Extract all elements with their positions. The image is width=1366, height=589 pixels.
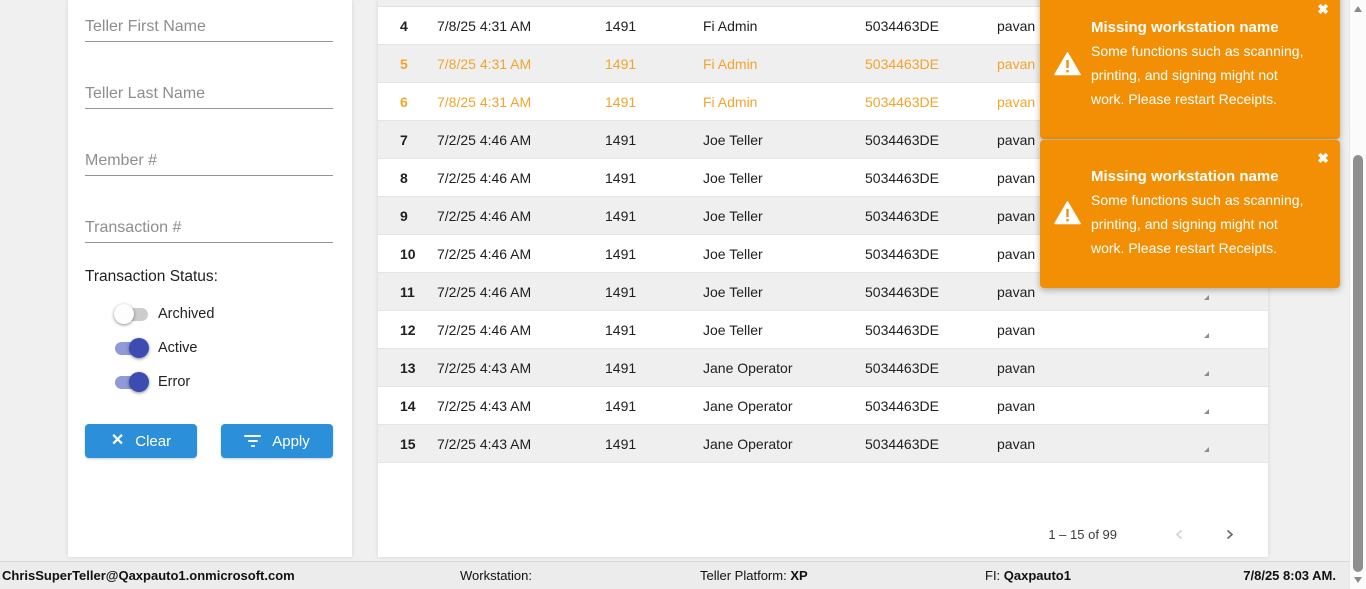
- table-row[interactable]: [378, 425, 1268, 463]
- cell-row-number: 14: [400, 397, 416, 414]
- cell-trace-id: 5034463DE: [865, 55, 939, 72]
- toast-title: Missing workstation name: [1091, 19, 1279, 36]
- teller-first-name-input[interactable]: [85, 12, 333, 42]
- warning-triangle-icon: [1053, 201, 1081, 225]
- cell-member: pavan: [997, 55, 1036, 72]
- clear-button-label: Clear: [135, 432, 172, 450]
- table-row[interactable]: [378, 311, 1268, 349]
- chevron-right-icon: [1224, 529, 1235, 540]
- cell-datetime: 7/2/25 4:46 AM: [437, 169, 532, 186]
- cell-teller-name: Fi Admin: [703, 55, 758, 72]
- toggle-label: Error: [158, 374, 191, 390]
- cell-teller-name: Joe Teller: [703, 321, 763, 338]
- cell-teller-name: Jane Operator: [703, 435, 793, 452]
- cell-row-number: 4: [400, 17, 408, 34]
- cell-teller-name: Joe Teller: [703, 283, 763, 300]
- cell-teller-id: 1491: [605, 55, 637, 72]
- close-icon[interactable]: ✖: [1317, 1, 1329, 17]
- toggle-label: Archived: [158, 306, 215, 322]
- cell-trace-id: 5034463DE: [865, 207, 939, 224]
- cell-trace-id: 5034463DE: [865, 435, 939, 452]
- cell-datetime: 7/2/25 4:46 AM: [437, 131, 532, 148]
- cell-member: pavan: [997, 17, 1036, 34]
- cell-trace-id: 5034463DE: [865, 283, 939, 300]
- cell-trace-id: 5034463DE: [865, 321, 939, 338]
- cell-row-number: 11: [400, 283, 415, 300]
- cell-teller-id: 1491: [605, 283, 637, 300]
- warning-triangle-icon: [1053, 52, 1081, 76]
- cell-teller-id: 1491: [605, 17, 637, 34]
- cell-member: pavan: [997, 283, 1036, 300]
- warning-toast: [1040, 0, 1340, 139]
- status-toggle-archived[interactable]: [115, 303, 335, 325]
- cell-teller-id: 1491: [605, 245, 637, 262]
- paginator: [378, 511, 1268, 557]
- transaction-status-label: Transaction Status:: [85, 268, 218, 285]
- cell-datetime: 7/2/25 4:43 AM: [437, 359, 532, 376]
- cell-trace-id: 5034463DE: [865, 93, 939, 110]
- cell-teller-name: Joe Teller: [703, 169, 763, 186]
- filter-sidebar: [68, 0, 352, 557]
- cell-datetime: 7/2/25 4:46 AM: [437, 283, 532, 300]
- transaction-number-input[interactable]: [85, 213, 333, 243]
- cell-trace-id: 5034463DE: [865, 169, 939, 186]
- status-toggle-error[interactable]: [115, 371, 335, 393]
- toggle-switch-icon[interactable]: [115, 372, 149, 392]
- cell-row-number: 10: [400, 245, 416, 262]
- cell-datetime: 7/2/25 4:46 AM: [437, 321, 532, 338]
- close-icon[interactable]: ✖: [1317, 150, 1329, 166]
- toggle-switch-icon[interactable]: [115, 304, 149, 324]
- cell-row-number: 6: [400, 93, 408, 110]
- cell-row-number: 12: [400, 321, 416, 338]
- cell-row-number: 15: [400, 435, 416, 452]
- chevron-left-icon: [1174, 529, 1185, 540]
- toast-content: [1091, 166, 1313, 260]
- cell-datetime: 7/2/25 4:43 AM: [437, 397, 532, 414]
- fi-status: FI: Qaxpauto1: [985, 568, 1071, 583]
- cell-teller-name: Jane Operator: [703, 397, 793, 414]
- cell-teller-name: Joe Teller: [703, 245, 763, 262]
- teller-platform-value: XP: [790, 568, 808, 583]
- next-page-button[interactable]: [1215, 520, 1243, 548]
- cell-row-number: 7: [400, 131, 408, 148]
- toast-title: Missing workstation name: [1091, 168, 1279, 185]
- table-row[interactable]: [378, 387, 1268, 425]
- cell-teller-id: 1491: [605, 207, 637, 224]
- cell-trace-id: 5034463DE: [865, 17, 939, 34]
- cell-teller-name: Fi Admin: [703, 93, 758, 110]
- status-toggle-active[interactable]: [115, 337, 335, 359]
- cell-member: pavan: [997, 169, 1036, 186]
- table-row[interactable]: [378, 349, 1268, 387]
- scroll-up-arrow-icon[interactable]: [1354, 6, 1362, 12]
- cell-row-number: 9: [400, 207, 408, 224]
- cell-trace-id: 5034463DE: [865, 131, 939, 148]
- toggle-switch-icon[interactable]: [115, 338, 149, 358]
- apply-button[interactable]: [221, 424, 333, 458]
- cell-datetime: 7/8/25 4:31 AM: [437, 17, 532, 34]
- cell-row-number: 8: [400, 169, 408, 186]
- cell-teller-id: 1491: [605, 131, 637, 148]
- cell-row-number: 5: [400, 55, 408, 72]
- cell-datetime: 7/8/25 4:31 AM: [437, 55, 532, 72]
- cell-datetime: 7/2/25 4:46 AM: [437, 207, 532, 224]
- toast-content: [1091, 17, 1313, 111]
- cell-teller-id: 1491: [605, 397, 637, 414]
- apply-button-label: Apply: [272, 432, 310, 450]
- scrollbar-thumb[interactable]: [1353, 155, 1363, 572]
- toggle-label: Active: [158, 340, 198, 356]
- cell-teller-name: Jane Operator: [703, 359, 793, 376]
- logged-in-user: ChrisSuperTeller@Qaxpauto1.onmicrosoft.com: [2, 568, 295, 583]
- cell-trace-id: 5034463DE: [865, 397, 939, 414]
- status-bar: [0, 561, 1349, 589]
- cell-teller-name: Joe Teller: [703, 207, 763, 224]
- cell-teller-id: 1491: [605, 93, 637, 110]
- cell-datetime: 7/2/25 4:43 AM: [437, 435, 532, 452]
- cell-trace-id: 5034463DE: [865, 359, 939, 376]
- previous-page-button[interactable]: [1165, 520, 1193, 548]
- warning-toast: [1040, 140, 1340, 288]
- cell-row-number: 13: [400, 359, 416, 376]
- vertical-scrollbar[interactable]: [1349, 0, 1366, 589]
- transaction-status-toggles: [115, 303, 335, 405]
- cell-teller-name: Fi Admin: [703, 17, 758, 34]
- clear-x-icon: ✕: [110, 432, 125, 449]
- cell-teller-id: 1491: [605, 435, 637, 452]
- cell-member: pavan: [997, 93, 1036, 110]
- cell-member: pavan: [997, 397, 1036, 414]
- cell-teller-id: 1491: [605, 169, 637, 186]
- cell-member: pavan: [997, 435, 1036, 452]
- scroll-down-arrow-icon[interactable]: [1354, 577, 1362, 583]
- toast-message: Some functions such as scanning, printing, and signing might not work. Please restart Receipts.: [1091, 192, 1304, 256]
- clear-button[interactable]: [85, 424, 197, 458]
- paginator-range-label: 1 – 15 of 99: [1048, 526, 1117, 542]
- fi-value: Qaxpauto1: [1003, 568, 1071, 583]
- status-datetime: 7/8/25 8:03 AM.: [1243, 568, 1336, 583]
- cell-teller-id: 1491: [605, 359, 637, 376]
- cell-member: pavan: [997, 245, 1036, 262]
- cell-member: pavan: [997, 321, 1036, 338]
- cell-trace-id: 5034463DE: [865, 245, 939, 262]
- cell-datetime: 7/8/25 4:31 AM: [437, 93, 532, 110]
- cell-datetime: 7/2/25 4:46 AM: [437, 245, 532, 262]
- cell-teller-name: Joe Teller: [703, 131, 763, 148]
- filter-icon: [244, 435, 261, 447]
- cell-member: pavan: [997, 359, 1036, 376]
- workstation-status: Workstation:: [460, 568, 533, 583]
- cell-member: pavan: [997, 131, 1036, 148]
- cell-member: pavan: [997, 207, 1036, 224]
- toast-message: Some functions such as scanning, printing, and signing might not work. Please restart Receipts.: [1091, 43, 1304, 107]
- teller-last-name-input[interactable]: [85, 79, 333, 109]
- teller-platform-status: Teller Platform: XP: [700, 568, 808, 583]
- cell-teller-id: 1491: [605, 321, 637, 338]
- member-number-input[interactable]: [85, 146, 333, 176]
